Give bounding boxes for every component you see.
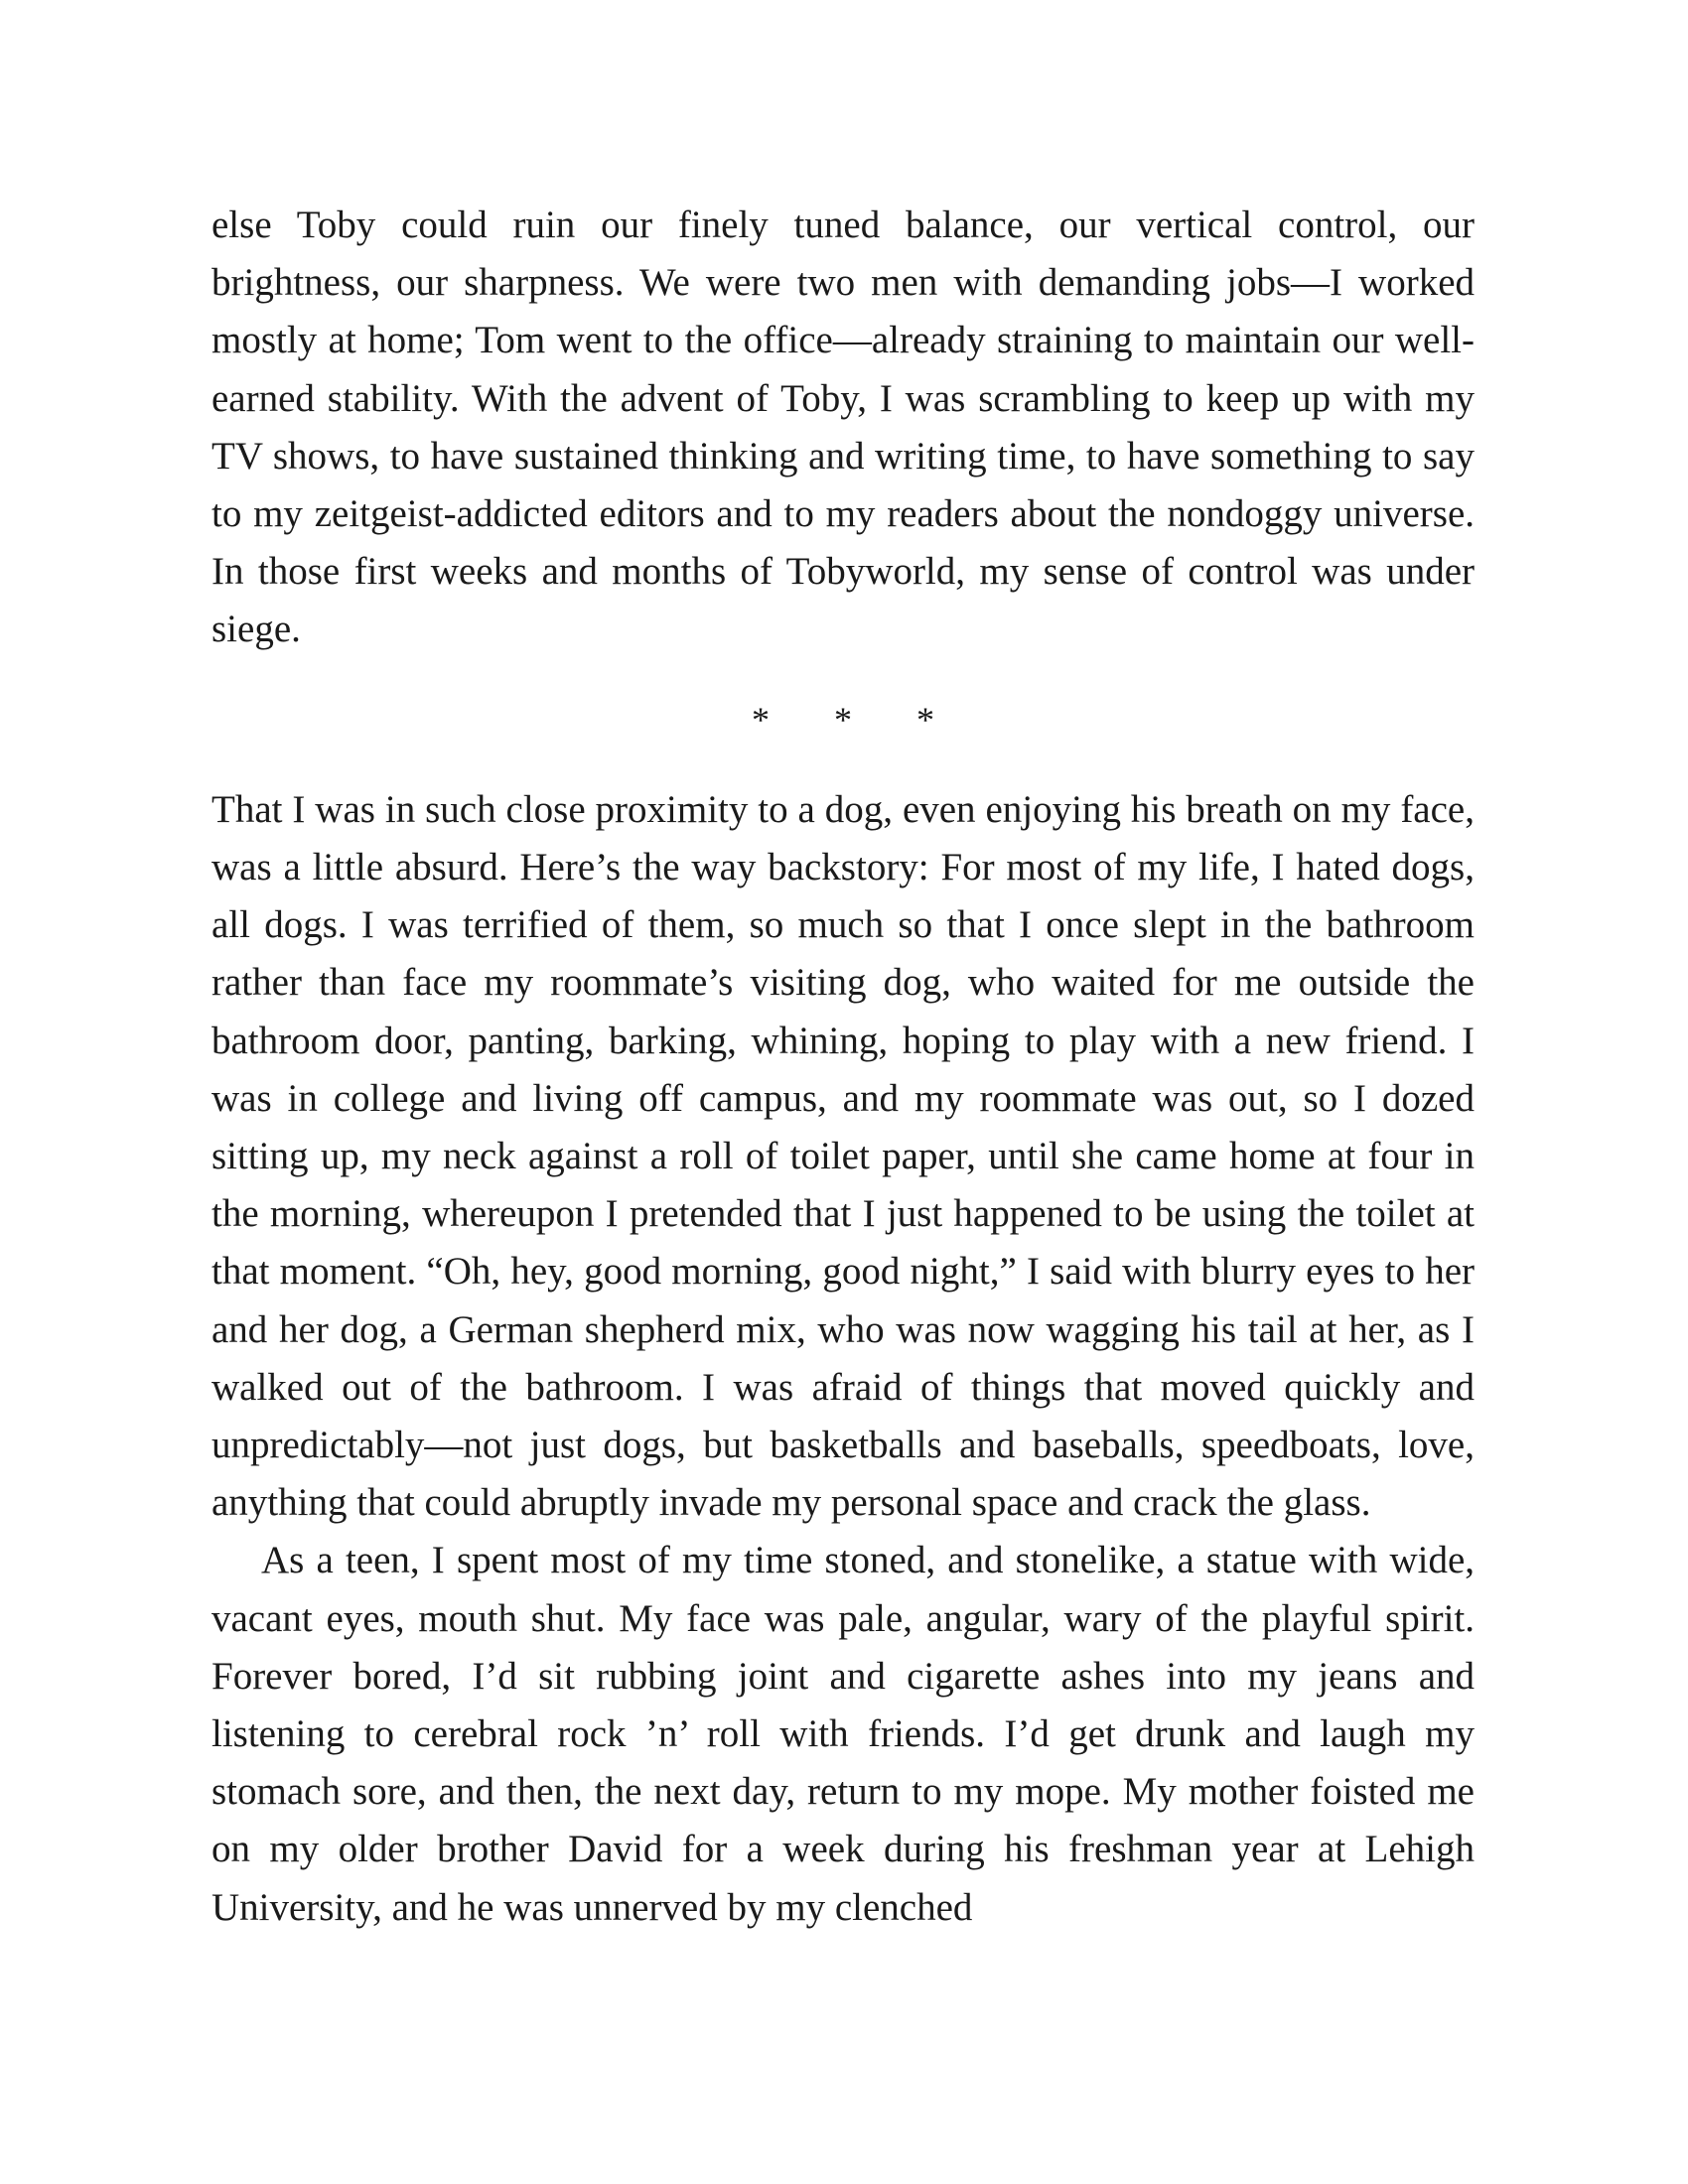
scene-break: * * * [752, 699, 962, 740]
paragraph-3: As a teen, I spent most of my time stoned, and stonelike, a statue with wide, vacant eyes, mouth shut. My face was pale, angular, wary of the playful spirit. Forever bored, I’d sit rubbing joint and cigarette ashes into my jeans and listening to cerebral rock ’n’ roll with friends. I’d get drunk and laugh my stomach sore, and then, the next day, return to my mope. My mother foisted me on my older brother David for a week during his freshman year at Lehigh University, and he was unnerved by my clenched [211, 1539, 1475, 1929]
book-page [211, 197, 1475, 1937]
paragraph-2: That I was in such close proximity to a dog, even enjoying his breath on my face, was a little absurd. Here’s the way backstory: For most of my life, I hated dogs, all dogs. I was terrified of them, so much so that I once slept in the bathroom rather than face my roommate’s visiting dog, who waited for me outside the bathroom door, panting, barking, whining, hoping to play with a new friend. I was in college and living off campus, and my roommate was out, so I dozed sitting up, my neck against a roll of toilet paper, until she came home at four in the morning, whereupon I pretended that I just happened to be using the toilet at that moment. “Oh, hey, good morning, good night,” I said with blurry eyes to her and her dog, a German shepherd mix, who was now wagging his tail at her, as I walked out of the bathroom. I was afraid of things that moved quickly and unpredictably—not just dogs, but basketballs and baseballs, speedboats, love, anything that could abruptly invade my personal space and crack the glass. [211, 787, 1475, 1525]
paragraph-1: else Toby could ruin our finely tuned balance, our vertical control, our brightness, our sharpness. We were two men with demanding jobs—I worked mostly at home; Tom went to the office—already straining to maintain our well-earned stability. With the advent of Toby, I was scrambling to keep up with my TV shows, to have sustained thinking and writing time, to have something to say to my zeitgeist-addicted editors and to my readers about the nondoggy universe. In those first weeks and months of Tobyworld, my sense of control was under siege. [211, 204, 1475, 651]
